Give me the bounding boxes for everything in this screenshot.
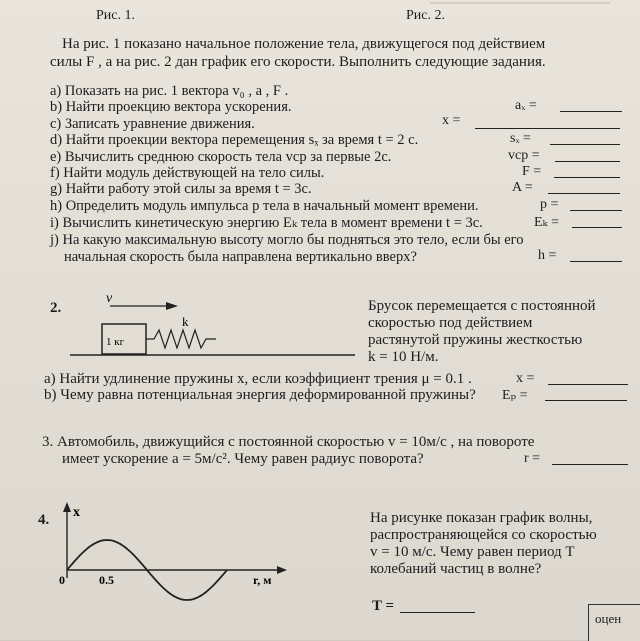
problem4-desc-3: v = 10 м/с. Чему равен период T (370, 544, 575, 560)
problem2-answer-b-label: Eₚ = (502, 388, 528, 403)
problem2-question-b: b) Чему равна потенциальная энергия деформированной пружины? (44, 387, 476, 403)
task-j-continued: начальная скорость была направлена вертикально вверх? (64, 249, 417, 265)
answer-j-field[interactable] (570, 249, 622, 262)
x-axis-label: r, м (253, 573, 272, 587)
problem2-figure (70, 292, 360, 364)
answer-f-label: F = (522, 164, 542, 179)
problem4-desc-4: колебаний частиц в волне? (370, 561, 542, 577)
task-i: i) Вычислить кинетическую энергию Eₖ тела в момент времени t = 3с. (50, 215, 483, 231)
answer-g-label: A = (512, 180, 533, 195)
y-axis-arrowhead (63, 502, 71, 512)
problem3-line-1: 3. Автомобиль, движущийся с постоянной скоростью v = 10м/с , на повороте (42, 434, 535, 450)
fig2-label: Рис. 2. (406, 8, 445, 23)
score-box-label: оцен (595, 611, 622, 626)
answer-h-field[interactable] (570, 198, 622, 211)
task-a: a) Показать на рис. 1 вектора v₀ , a , F . (50, 83, 289, 99)
answer-f-field[interactable] (554, 165, 620, 178)
problem4-desc-2: распространяющейся со скоростью (370, 527, 597, 543)
problem2-answer-b-field[interactable] (545, 388, 627, 401)
problem2-desc-2: скоростью под действием (368, 315, 533, 331)
intro-line-1: На рис. 1 показано начальное положение тела, движущегося под действием (62, 36, 546, 52)
answer-d-field[interactable] (550, 132, 620, 145)
task-d: d) Найти проекции вектора перемещения sₓ за время t = 2 с. (50, 132, 419, 148)
problem3-answer-field[interactable] (552, 452, 628, 465)
task-g: g) Найти работу этой силы за время t = 3с. (50, 181, 312, 197)
score-box (588, 604, 640, 641)
wave-plot-area (59, 502, 287, 600)
task-b: b) Найти проекцию вектора ускорения. (50, 99, 292, 115)
fig1-label: Рис. 1. (96, 8, 135, 23)
answer-d-label: sₓ = (510, 131, 531, 146)
x-axis-arrowhead (277, 566, 287, 574)
answer-i-field[interactable] (572, 215, 622, 228)
answer-c-label: x = (442, 113, 461, 128)
problem4-answer-field[interactable] (400, 600, 475, 613)
spring-label: k (182, 314, 189, 329)
problem2-desc-3: растянутой пружины жесткостью (368, 332, 583, 348)
answer-e-label: vср = (508, 148, 540, 163)
problem4-desc-1: На рисунке показан график волны, (370, 510, 593, 526)
answer-b-field[interactable] (560, 99, 622, 112)
problem2-answer-a-label: x = (516, 371, 535, 386)
task-c: c) Записать уравнение движения. (50, 116, 255, 132)
velocity-label: v (106, 292, 113, 306)
answer-i-label: Eₖ = (534, 215, 560, 230)
block-label: 1 кг (106, 336, 125, 348)
origin-label: 0 (59, 573, 65, 587)
fig2-axis-fragment (430, 0, 610, 10)
answer-h-label: p = (540, 197, 559, 212)
problem2-question-a: a) Найти удлинение пружины x, если коэффициент трения μ = 0.1 . (44, 371, 472, 387)
problem4-number: 4. (38, 512, 50, 528)
answer-b-label: aₓ = (515, 98, 537, 113)
problem2-number: 2. (50, 300, 62, 316)
answer-e-field[interactable] (555, 149, 620, 162)
answer-j-label: h = (538, 248, 557, 263)
intro-line-2: силы F , а на рис. 2 дан график его скорости. Выполнить следующие задания. (50, 54, 546, 70)
problem4-answer-label: T = (372, 598, 395, 614)
problem2-answer-a-field[interactable] (548, 372, 628, 385)
task-j: j) На какую максимальную высоту могло бы подняться это тело, если бы его (50, 232, 524, 248)
task-e: e) Вычислить среднюю скорость тела vср за первые 2с. (50, 149, 392, 165)
problem2-desc-4: k = 10 Н/м. (368, 349, 439, 365)
problem2-desc-1: Брусок перемещается с постоянной (368, 298, 596, 314)
wave-chart (55, 502, 315, 602)
task-f: f) Найти модуль действующей на тело силы. (50, 165, 325, 181)
answer-g-field[interactable] (548, 181, 620, 194)
answer-c-field[interactable] (475, 116, 620, 129)
problem3-line-2: имеет ускорение a = 5м/с². Чему равен радиус поворота? (62, 451, 424, 467)
spring (146, 330, 216, 348)
tick-label-0.5: 0.5 (99, 573, 114, 587)
task-h: h) Определить модуль импульса p тела в начальный момент времени. (50, 198, 479, 214)
y-axis-label: x (73, 505, 80, 520)
problem3-answer-label: r = (524, 451, 541, 466)
velocity-arrowhead (166, 302, 178, 310)
